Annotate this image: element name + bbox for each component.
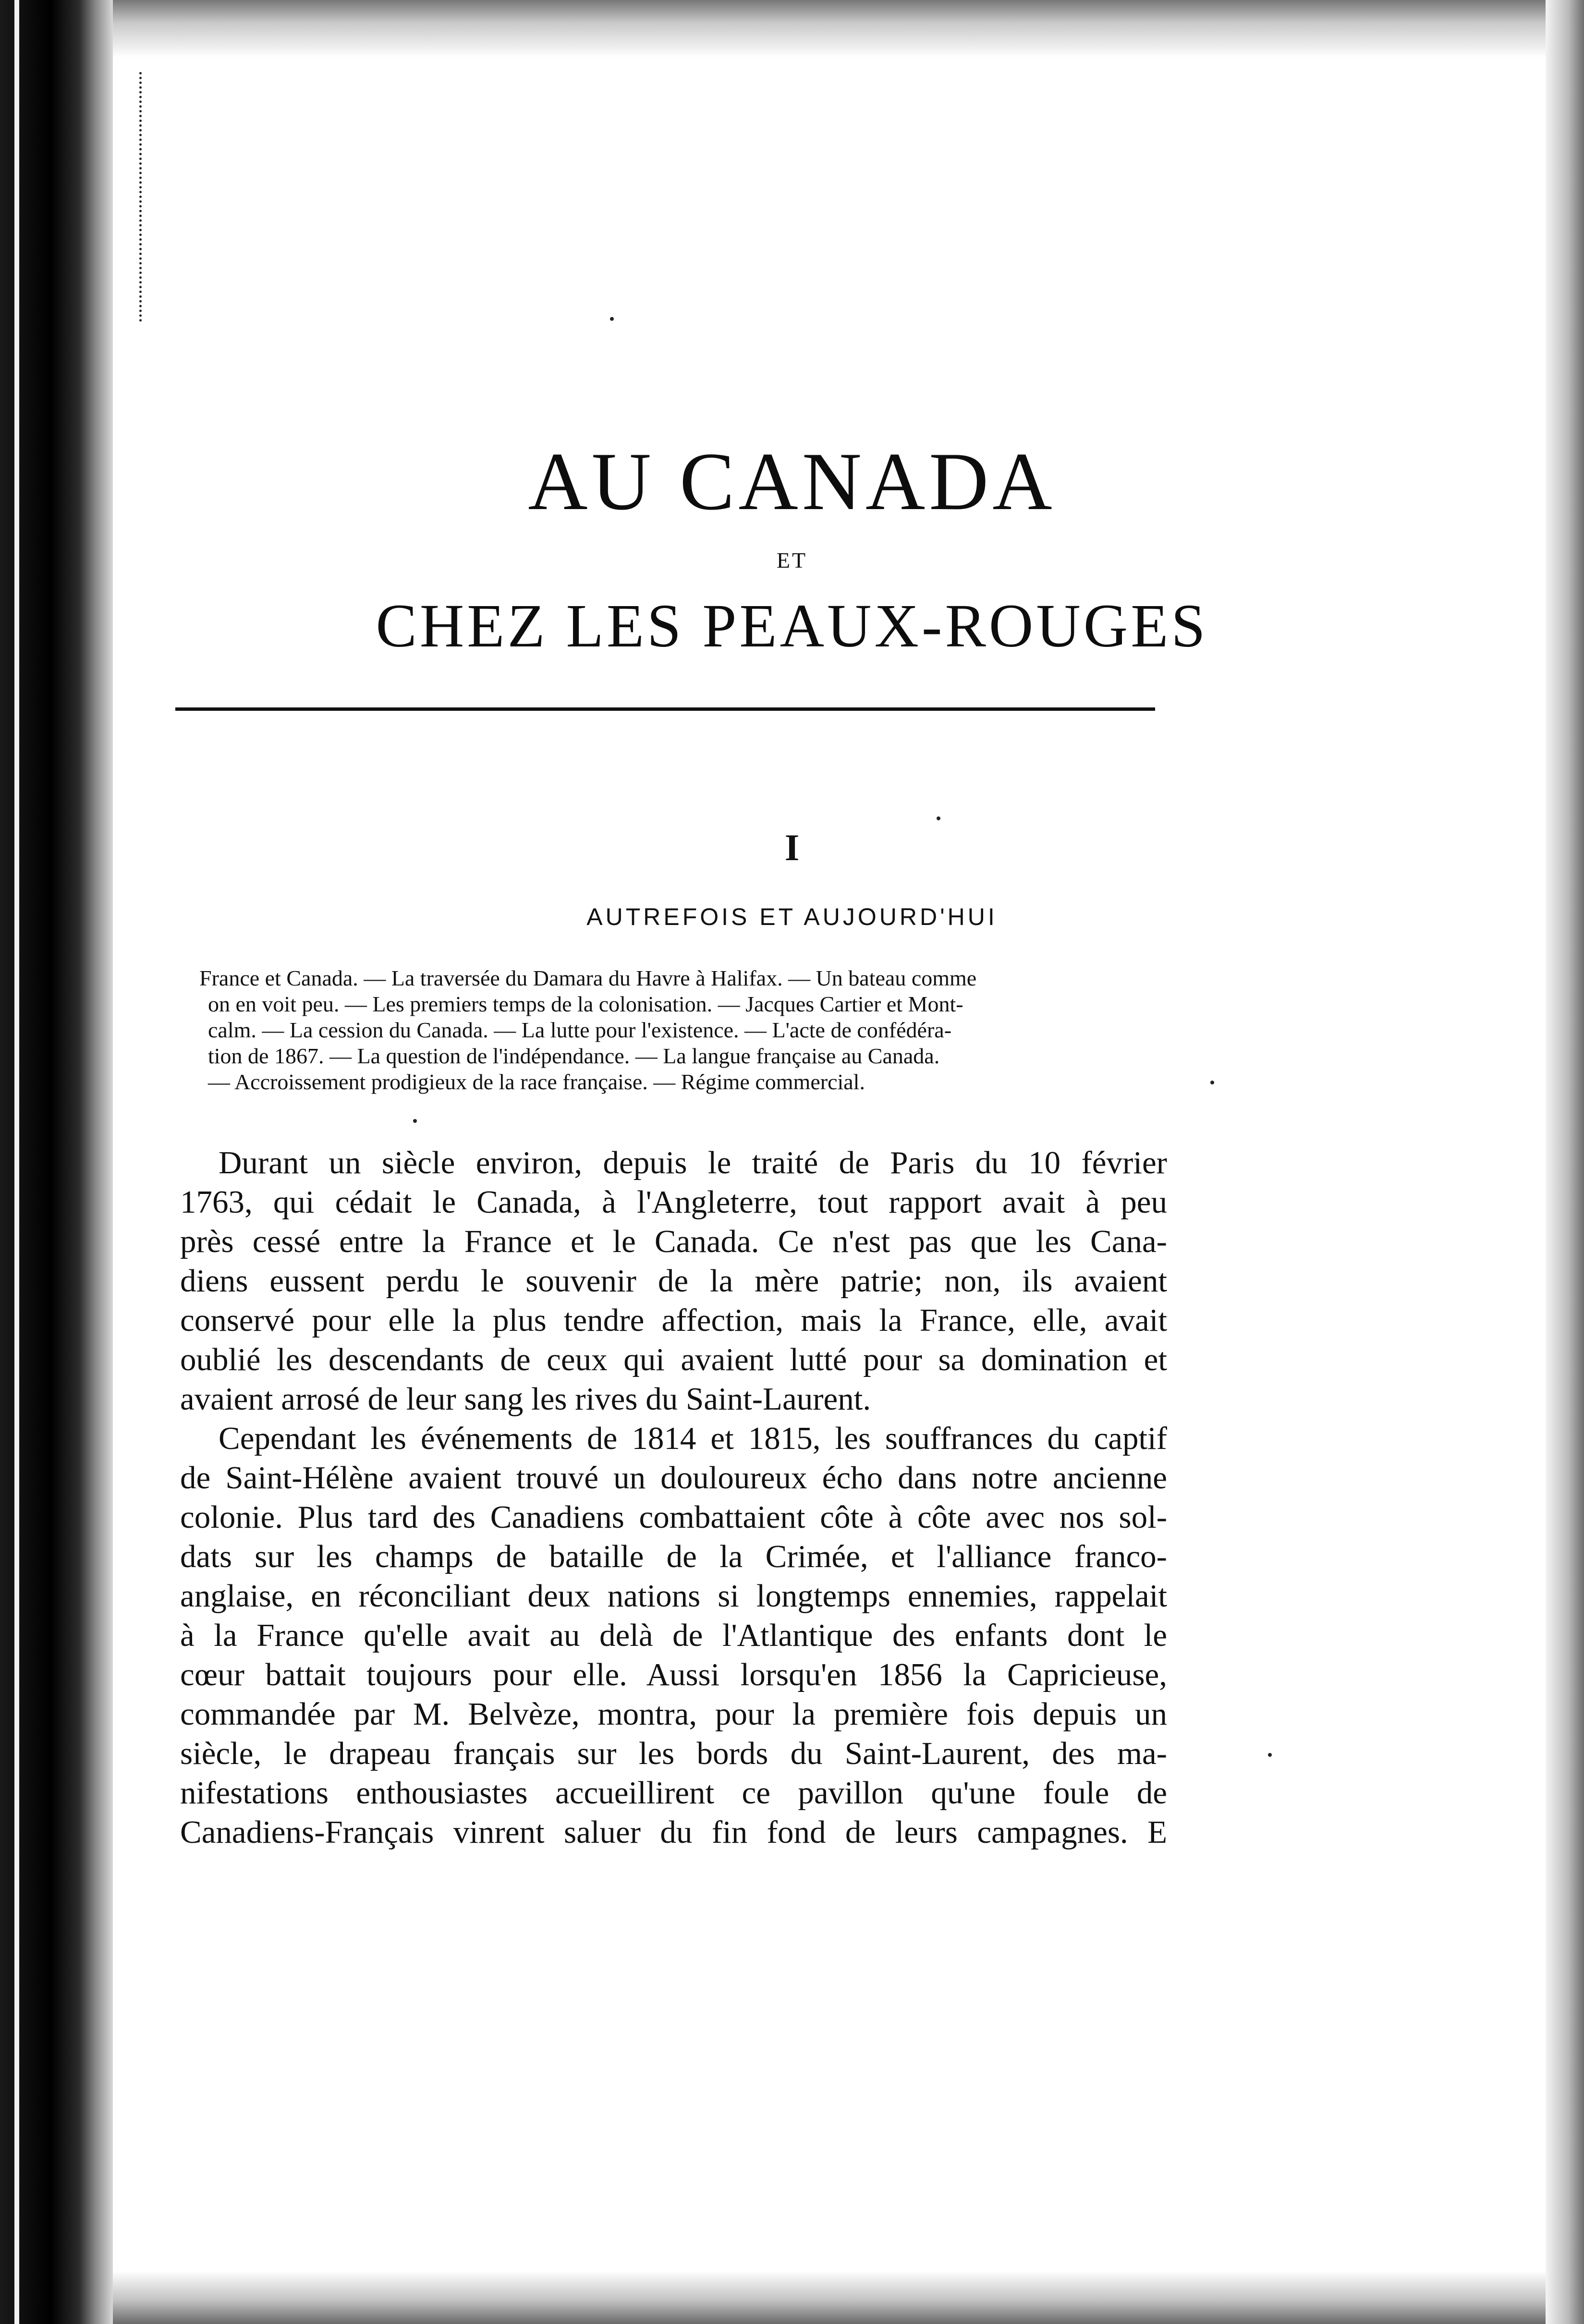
chapter-summary: [199, 965, 1155, 1095]
scan-speck: [1268, 1753, 1272, 1757]
paragraph-1-line: 1763, qui cédait le Canada, à l'Angleterre, tout rapport avait à peu: [180, 1184, 1167, 1220]
paragraph-1-line: Durant un siècle environ, depuis le traité de Paris du 10 février: [219, 1145, 1167, 1180]
binding-highlight: [14, 0, 19, 2324]
paragraph-2-line: cœur battait toujours pour elle. Aussi lorsqu'en 1856 la Capricieuse,: [180, 1657, 1167, 1692]
right-scan-edge: [1546, 0, 1584, 2324]
top-scan-edge: [113, 0, 1546, 58]
scan-speck: [610, 317, 614, 321]
summary-line: — Accroissement prodigieux de la race française. — Régime commercial.: [208, 1070, 865, 1094]
paragraph-2-line: de Saint-Hélène avaient trouvé un douloureux écho dans notre ancienne: [180, 1460, 1167, 1496]
title-rule: [175, 707, 1155, 711]
paragraph-2-line: Canadiens-Français vinrent saluer du fin fond de leurs campagnes. E: [180, 1814, 1167, 1850]
chapter-number: I: [784, 827, 800, 868]
summary-line: calm. — La cession du Canada. — La lutte pour l'existence. — L'acte de confédéra-: [208, 1018, 952, 1042]
summary-line: on en voit peu. — Les premiers temps de la colonisation. — Jacques Cartier et Mont-: [208, 992, 963, 1016]
paragraph-2-line: à la France qu'elle avait au delà de l'Atlantique des enfants dont le: [180, 1618, 1167, 1653]
paragraph-1-line: près cessé entre la France et le Canada. Ce n'est pas que les Cana-: [180, 1224, 1167, 1259]
paragraph-1-line: conservé pour elle la plus tendre affection, mais la France, elle, avait: [180, 1302, 1167, 1338]
scan-speck: [413, 1119, 417, 1123]
summary-line: tion de 1867. — La question de l'indépendance. — La langue française au Canada.: [208, 1044, 940, 1068]
paragraph-2-line: colonie. Plus tard des Canadiens combattaient côte à côte avec nos sol-: [180, 1499, 1167, 1535]
summary-line: France et Canada. — La traversée du Damara du Havre à Halifax. — Un bateau comme: [199, 966, 977, 990]
book-title: AU CANADA: [528, 436, 1056, 527]
paragraph-1-line: avaient arrosé de leur sang les rives du Saint-Laurent.: [180, 1381, 871, 1417]
margin-dots: [139, 72, 151, 322]
paragraph-2-line: siècle, le drapeau français sur les bords du Saint-Laurent, des ma-: [180, 1736, 1167, 1771]
paragraph-1-line: diens eussent perdu le souvenir de la mère patrie; non, ils avaient: [180, 1263, 1167, 1299]
paragraph-2-line: commandée par M. Belvèze, montra, pour la première fois depuis un: [180, 1696, 1167, 1732]
paragraph-2-line: dats sur les champs de bataille de la Crimée, et l'alliance franco-: [180, 1539, 1167, 1574]
bottom-scan-edge: [113, 2271, 1546, 2324]
scan-speck: [937, 816, 940, 820]
paragraph-2-line: nifestations enthousiastes accueillirent ce pavillon qu'une foule de: [180, 1775, 1167, 1811]
paragraph-2-line: anglaise, en réconciliant deux nations si longtemps ennemies, rappelait: [180, 1578, 1167, 1614]
scan-speck: [1210, 1081, 1214, 1084]
title-conjunction: ET: [776, 548, 808, 572]
body-text: [180, 1143, 1167, 1852]
chapter-title: AUTREFOIS ET AUJOURD'HUI: [586, 903, 998, 930]
paragraph-1-line: oublié les descendants de ceux qui avaient lutté pour sa domination et: [180, 1342, 1167, 1377]
book-subtitle: CHEZ LES PEAUX-ROUGES: [376, 592, 1208, 660]
paragraph-2-line: Cependant les événements de 1814 et 1815, les souffrances du captif: [219, 1421, 1167, 1456]
